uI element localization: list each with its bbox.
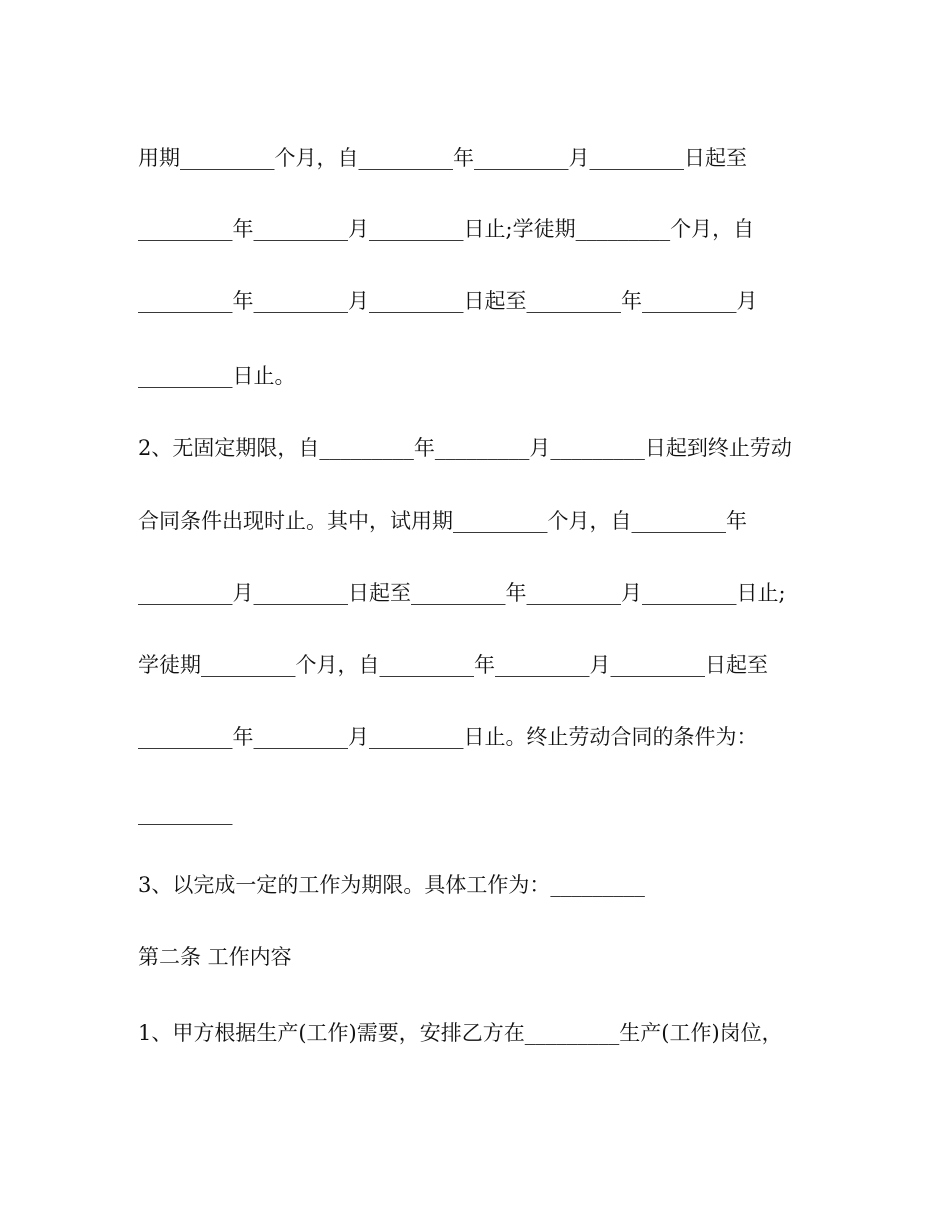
document-line: 1、甲方根据生产(工作)需要，安排乙方在_________生产(工作)岗位， [138, 1021, 783, 1045]
document-line: 学徒期_________个月，自_________年_________月_________日起至 [138, 653, 768, 677]
document-line: 用期_________个月，自_________年_________月_________日起至 [138, 146, 747, 170]
document-line: _________日止。 [138, 364, 296, 388]
document-line: 合同条件出现时止。其中，试用期_________个月，自_________年 [138, 509, 747, 533]
document-line: _________年_________月_________日止。终止劳动合同的条件为： [138, 725, 758, 749]
document-line: _________年_________月_________日起至_________年_________月 [138, 289, 758, 313]
document-line: _________月_________日起至_________年_________月_________日止; [138, 581, 786, 605]
document-line: 2、无固定期限，自_________年_________月_________日起到终止劳动 [138, 436, 792, 460]
document-line: _________年_________月_________日止;学徒期_________个月，自 [138, 217, 755, 241]
document-line: 3、以完成一定的工作为期限。具体工作为：_________ [138, 873, 645, 897]
section-heading: 第二条 工作内容 [138, 945, 292, 969]
document-line: _________ [138, 801, 233, 825]
